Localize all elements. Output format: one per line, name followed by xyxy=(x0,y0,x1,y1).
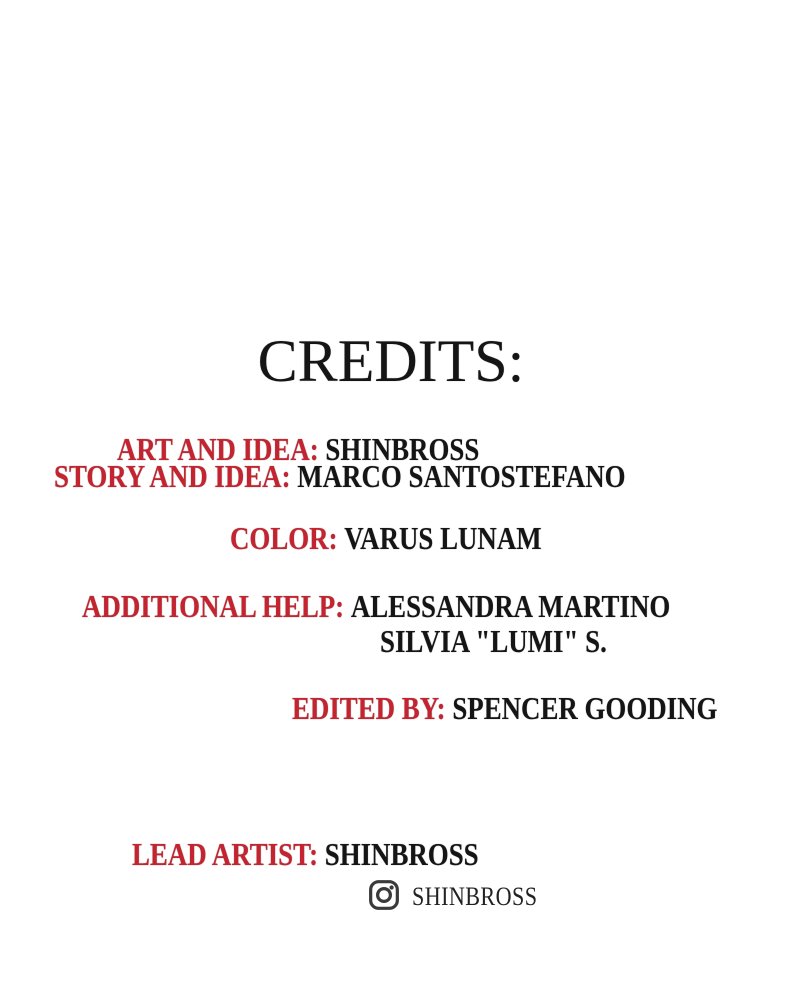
credit-value-story-and-idea: MARCO SANTOSTEFANO xyxy=(297,458,626,494)
credit-value-additional-help-2: SILVIA "LUMI" S. xyxy=(380,623,607,659)
credit-value-color: VARUS LUNAM xyxy=(344,520,542,556)
credit-label-lead-artist: LEAD ARTIST: xyxy=(132,836,319,872)
instagram-icon xyxy=(368,879,400,911)
page-title: CREDITS: xyxy=(257,328,525,394)
credit-label-additional-help: ADDITIONAL HELP: xyxy=(82,588,345,624)
social-row xyxy=(368,879,560,911)
credit-line-edited-by xyxy=(292,692,717,724)
instagram-handle: SHINBROSS xyxy=(412,881,538,911)
credit-value-lead-artist: SHINBROSS xyxy=(324,836,479,872)
credit-line-color xyxy=(230,522,542,554)
credit-value-additional-help: ALESSANDRA MARTINO xyxy=(350,588,671,624)
credit-line-lead-artist xyxy=(132,838,479,870)
credit-line-additional-help xyxy=(82,590,670,622)
credit-line-additional-help-2 xyxy=(380,625,607,657)
credit-value-edited-by: SPENCER GOODING xyxy=(452,690,718,726)
credit-label-edited-by: EDITED BY: xyxy=(292,690,446,726)
credit-label-story-and-idea: STORY AND IDEA: xyxy=(54,458,291,494)
credit-label-art-and-idea: ART AND IDEA: xyxy=(117,431,319,467)
credit-value-art-and-idea: SHINBROSS xyxy=(325,431,480,467)
credit-label-color: COLOR: xyxy=(230,520,338,556)
credit-line-story-and-idea xyxy=(54,460,626,492)
